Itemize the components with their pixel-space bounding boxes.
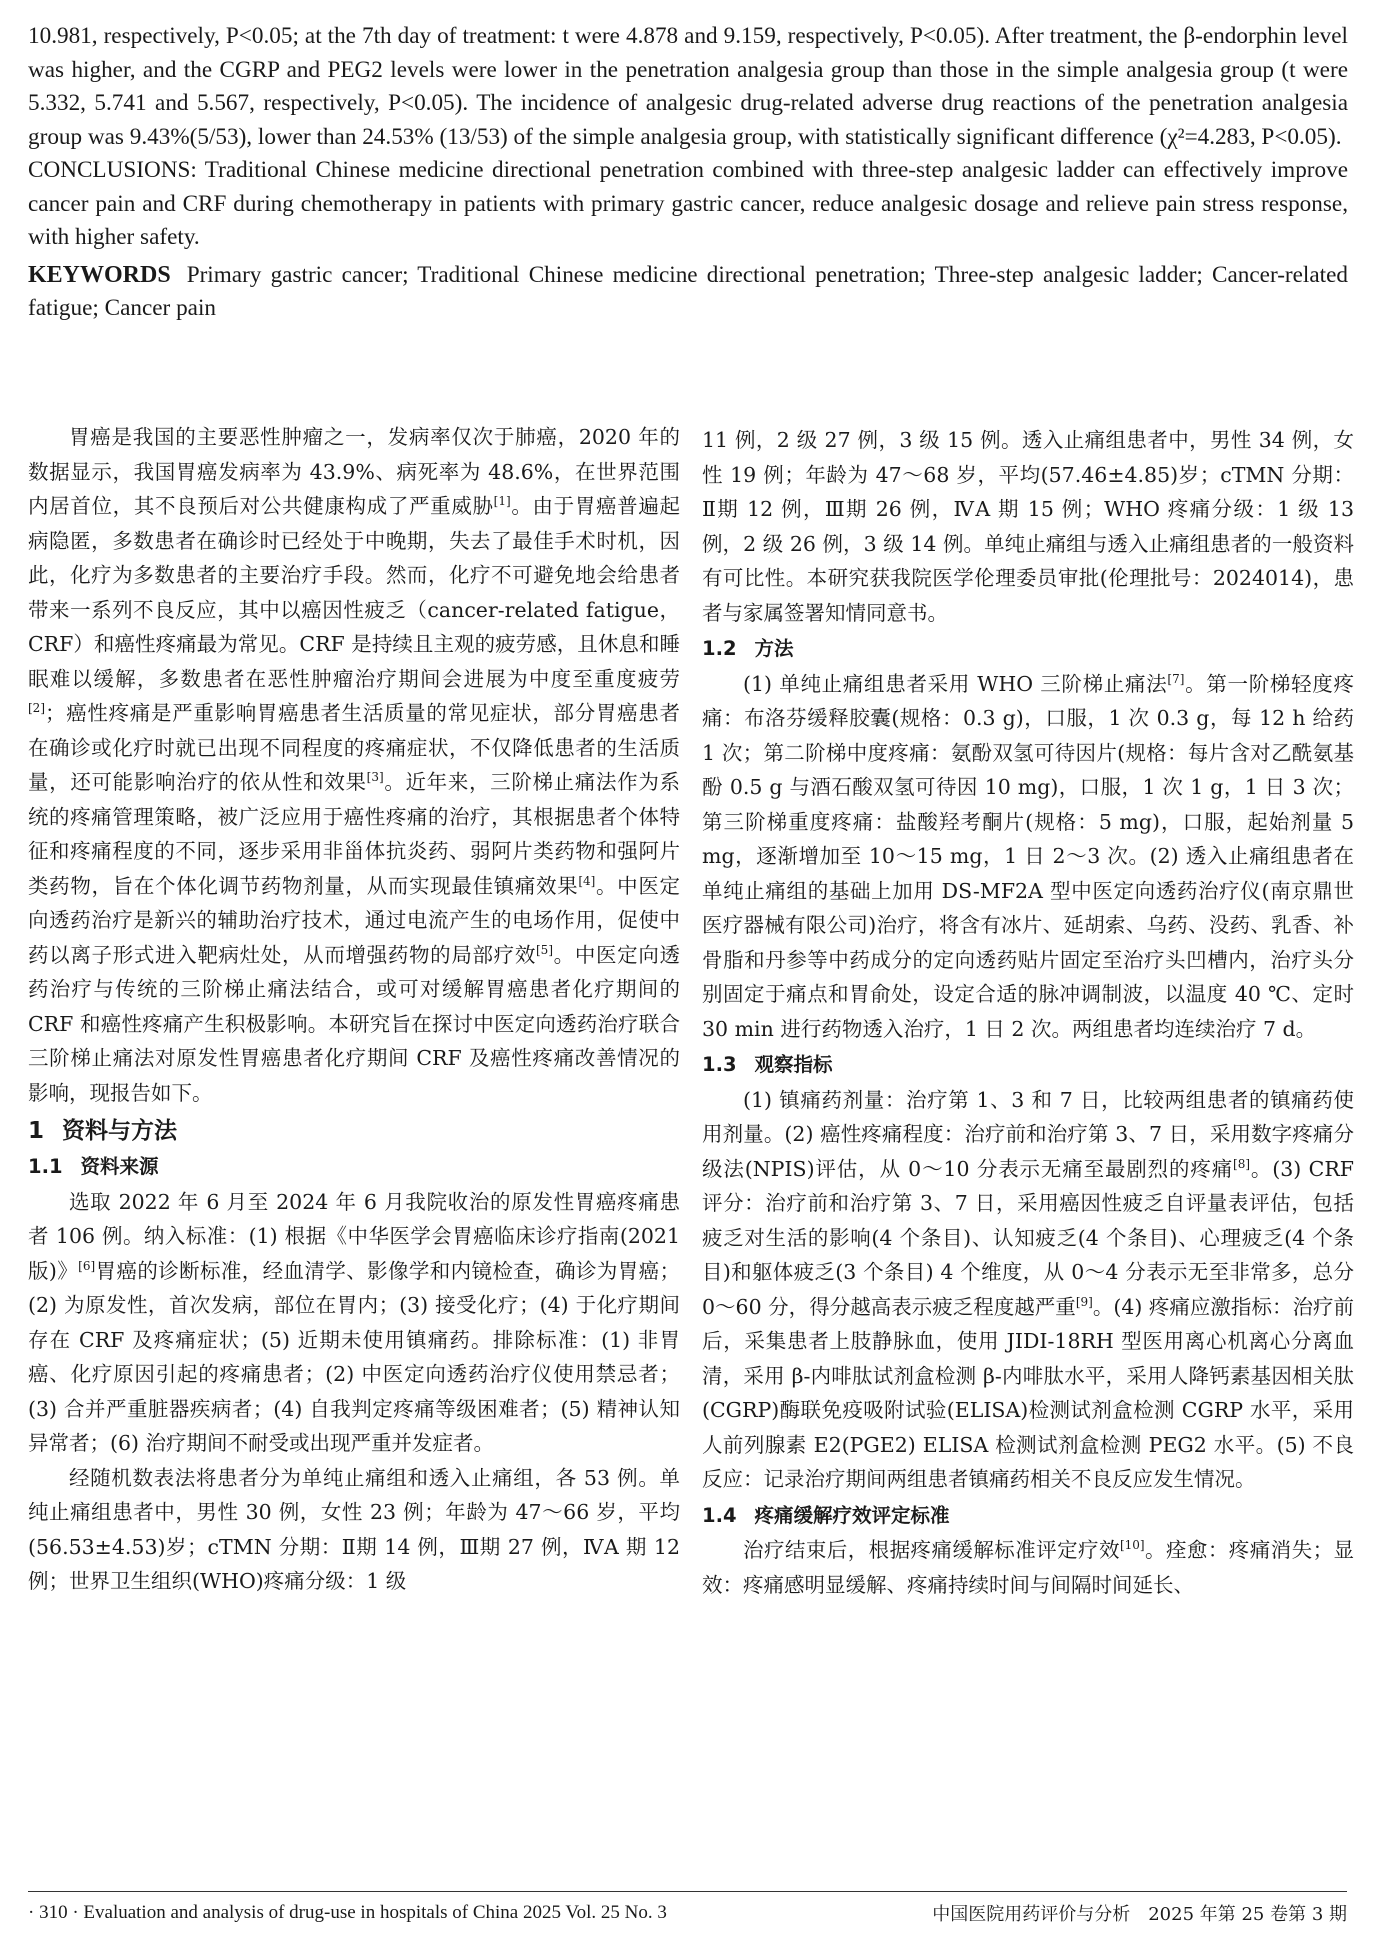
efficacy-paragraph: 治疗结束后，根据疼痛缓解标准评定疗效[10]。痊愈：疼痛消失；显效：疼痛感明显缓解、疼痛持续时间与间隔时间延长、 xyxy=(702,1538,1355,1597)
intro-paragraph: 胃癌是我国的主要恶性肿瘤之一，发病率仅次于肺癌，2020 年的数据显示，我国胃癌发病率为 43.9%、病死率为 48.6%，在世界范围内居首位，其不良预后对公共健康构成了严重威胁[1]。由于胃癌普遍起病隐匿，多数患者在确诊时已经处于中晚期，失去了最佳手术时机，因此，化疗为多数患者的主要治疗手段。然而，化疗不可避免地会给患者带来一系列不良反应，其中以癌因性疲乏（cancer-related fatigue，CRF）和癌性疼痛最为常见。CRF 是持续且主观的疲劳感，且休息和睡眠难以缓解，多数患者在恶性肿瘤治疗期间会进展为中度至重度疲劳[2]；癌性疼痛是严重影响胃癌患者生活质量的常见症状，部分胃癌患者在确诊或化疗时就已出现不同程度的疼痛症状，不仅降低患者的生活质量，还可能影响治疗的依从性和效果[3]。近年来，三阶梯止痛法作为系统的疼痛管理策略，被广泛应用于癌性疼痛的治疗，其根据患者个体特征和疼痛程度的不同，逐步采用非甾体抗炎药、弱阿片类药物和强阿片类药物，旨在个体化调节药物剂量，从而实现最佳镇痛效果[4]。中医定向透药治疗是新兴的辅助治疗技术，通过电流产生的电场作用，促使中药以离子形式进入靶病灶处，从而增强药物的局部疗效[5]。中医定向透药治疗与传统的三阶梯止痛法结合，或可对缓解胃癌患者化疗期间的 CRF 和癌性疼痛产生积极影响。本研究旨在探讨中医定向透药治疗联合三阶梯止痛法对原发性胃癌患者化疗期间 CRF 及癌性疼痛改善情况的影响，现报告如下。 xyxy=(28,425,681,1105)
methods-paragraph: (1) 单纯止痛组患者采用 WHO 三阶梯止痛法[7]。第一阶梯轻度疼痛：布洛芬缓释胶囊(规格：0.3 g)，口服，1 次 0.3 g，每 12 h 给药 1 次；第二阶梯中度疼痛：氨酚双氢可待因片(规格：每片含对乙酰氨基酚 0.5 g 与酒石酸双氢可待因 10 mg)，口服，1 次 1 g，1 日 3 次；第三阶梯重度疼痛：盐酸羟考酮片(规格：5 mg)，口服，起始剂量 5 mg，逐渐增加至 10～15 mg，1 日 2～3 次。(2) 透入止痛组患者在单纯止痛组的基础上加用 DS-MF2A 型中医定向透药治疗仪(南京鼎世医疗器械有限公司)治疗，将含有冰片、延胡索、乌药、没药、乳香、补骨脂和丹参等中药成分的定向透药贴片固定至治疗头凹槽内，治疗头分别固定于痛点和胃俞处，设定合适的脉冲调制波，以温度 40 ℃、定时 30 min 进行药物透入治疗，1 日 2 次。两组患者均连续治疗 7 d。 xyxy=(702,671,1355,1041)
right-column xyxy=(702,423,1354,1602)
abstract-english xyxy=(28,20,1348,326)
page-footer xyxy=(28,1891,1347,1925)
citation-ref: [8] xyxy=(1233,1156,1251,1171)
citation-ref: [5] xyxy=(536,942,553,957)
footer-journal-en: · 310 · Evaluation and analysis of drug-use in hospitals of China 2025 Vol. 25 No. 3 xyxy=(28,1902,667,1923)
section-heading-1-2: 1.2 方法 xyxy=(702,637,794,660)
grouping-paragraph: 经随机数表法将患者分为单纯止痛组和透入止痛组，各 53 例。单纯止痛组患者中，男性 30 例，女性 23 例；年龄为 47～66 岁，平均(56.53±4.53)岁；cTMN 分期：Ⅱ期 14 例，Ⅲ期 27 例，ⅣA 期 12 例；世界卫生组织(WHO)疼痛分级：1 级 xyxy=(28,1465,680,1593)
section-heading-1-3: 1.3 观察指标 xyxy=(702,1053,833,1076)
keywords-line xyxy=(28,259,1348,326)
citation-ref: [1] xyxy=(493,494,511,509)
section-heading-1-4: 1.4 疼痛缓解疗效评定标准 xyxy=(702,1503,950,1527)
indicators-paragraph: (1) 镇痛药剂量：治疗第 1、3 和 7 日，比较两组患者的镇痛药使用剂量。(2) 癌性疼痛程度：治疗前和治疗第 3、7 日，采用数字疼痛分级法(NPIS)评估，从 0～10 分表示无痛至最剧烈的疼痛[8]。(3) CRF 评分：治疗前和治疗第 3、7 日，采用癌因性疲乏自评量表评估，包括疲乏对生活的影响(4 个条目)、认知疲乏(4 个条目)、心理疲乏(4 个条目)和躯体疲乏(3 个条目) 4 个维度，从 0～4 分表示无至非常多，总分 0～60 分，得分越高表示疲乏程度越严重[9]。(4) 疼痛应激指标：治疗前后，采集患者上肢静脉血，使用 JIDI-18RH 型医用离心机离心分离血清，采用 β-内啡肽试剂盒检测 β-内啡肽水平，采用人降钙素基因相关肽(CGRP)酶联免疫吸附试验(ELISA)检测试剂盒检测 CGRP 水平，采用人前列腺素 E2(PGE2) ELISA 检测试剂盒检测 PEG2 水平。(5) 不良反应：记录治疗期间两组患者镇痛药相关不良反应发生情况。 xyxy=(702,1087,1354,1491)
citation-ref: [9] xyxy=(1075,1294,1093,1309)
section-heading-1: 1 资料与方法 xyxy=(28,1118,178,1144)
citation-ref: [4] xyxy=(578,873,596,888)
citation-ref: [7] xyxy=(1167,671,1185,686)
citation-ref: [6] xyxy=(78,1258,96,1273)
abstract-conclusions-text: CONCLUSIONS: Traditional Chinese medicine directional penetration combined with three-step analgesic ladder can effectively improve cancer pain and CRF during chemotherapy in patients with primary gastric cancer, reduce analgesic dosage and relieve pain stress response, with higher safety. xyxy=(28,157,1348,250)
section-heading-1-1: 1.1 资料来源 xyxy=(28,1155,159,1178)
abstract-results-text: 10.981, respectively, P<0.05; at the 7th day of treatment: t were 4.878 and 9.159, respectively, P<0.05). After treatment, the β-endorphin level was higher, and the CGRP and PEG2 levels were lower in the penetration analgesia group than those in the simple analgesia group (t were 5.332, 5.741 and 5.567, respectively, P<0.05). The incidence of analgesic drug-related adverse drug reactions of the penetration analgesia group was 9.43%(5/53), lower than 24.53% (13/53) of the simple analgesia group, with statistically significant difference (χ²=4.283, P<0.05). xyxy=(28,23,1348,150)
keywords-label: KEYWORDS xyxy=(28,261,171,288)
left-column xyxy=(28,420,680,1599)
citation-ref: [10] xyxy=(1119,1538,1145,1553)
materials-paragraph: 选取 2022 年 6 月至 2024 年 6 月我院收治的原发性胃癌疼痛患者 106 例。纳入标准：(1) 根据《中华医学会胃癌临床诊疗指南(2021 版)》[6]胃癌的诊断标准，经血清学、影像学和内镜检查，确诊为胃癌；(2) 为原发性，首次发病，部位在胃内；(3) 接受化疗；(4) 于化疗期间存在 CRF 及疼痛症状；(5) 近期未使用镇痛药。排除标准：(1) 非胃癌、化疗原因引起的疼痛患者；(2) 中医定向透药治疗仪使用禁忌者；(3) 合并严重脏器疾病者；(4) 自我判定疼痛等级困难者；(5) 精神认知异常者；(6) 治疗期间不耐受或出现严重并发症者。 xyxy=(28,1189,681,1455)
grouping-paragraph-continued: 11 例，2 级 27 例，3 级 15 例。透入止痛组患者中，男性 34 例，女性 19 例；年龄为 47～68 岁，平均(57.46±4.85)岁；cTMN 分期：Ⅱ期 12 例，Ⅲ期 26 例，ⅣA 期 15 例；WHO 疼痛分级：1 级 13 例，2 级 26 例，3 级 14 例。单纯止痛组与透入止痛组患者的一般资料有可比性。本研究获我院医学伦理委员审批(伦理批号：2024014)，患者与家属签署知情同意书。 xyxy=(702,428,1354,625)
keywords-text: Primary gastric cancer; Traditional Chinese medicine directional penetration; Three-step analgesic ladder; Cancer-related fatigue; Cancer pain xyxy=(28,261,1348,321)
citation-ref: [2] xyxy=(28,701,45,716)
footer-journal-cn: 中国医院用药评价与分析 2025 年第 25 卷第 3 期 xyxy=(932,1904,1347,1925)
citation-ref: [3] xyxy=(366,770,384,785)
